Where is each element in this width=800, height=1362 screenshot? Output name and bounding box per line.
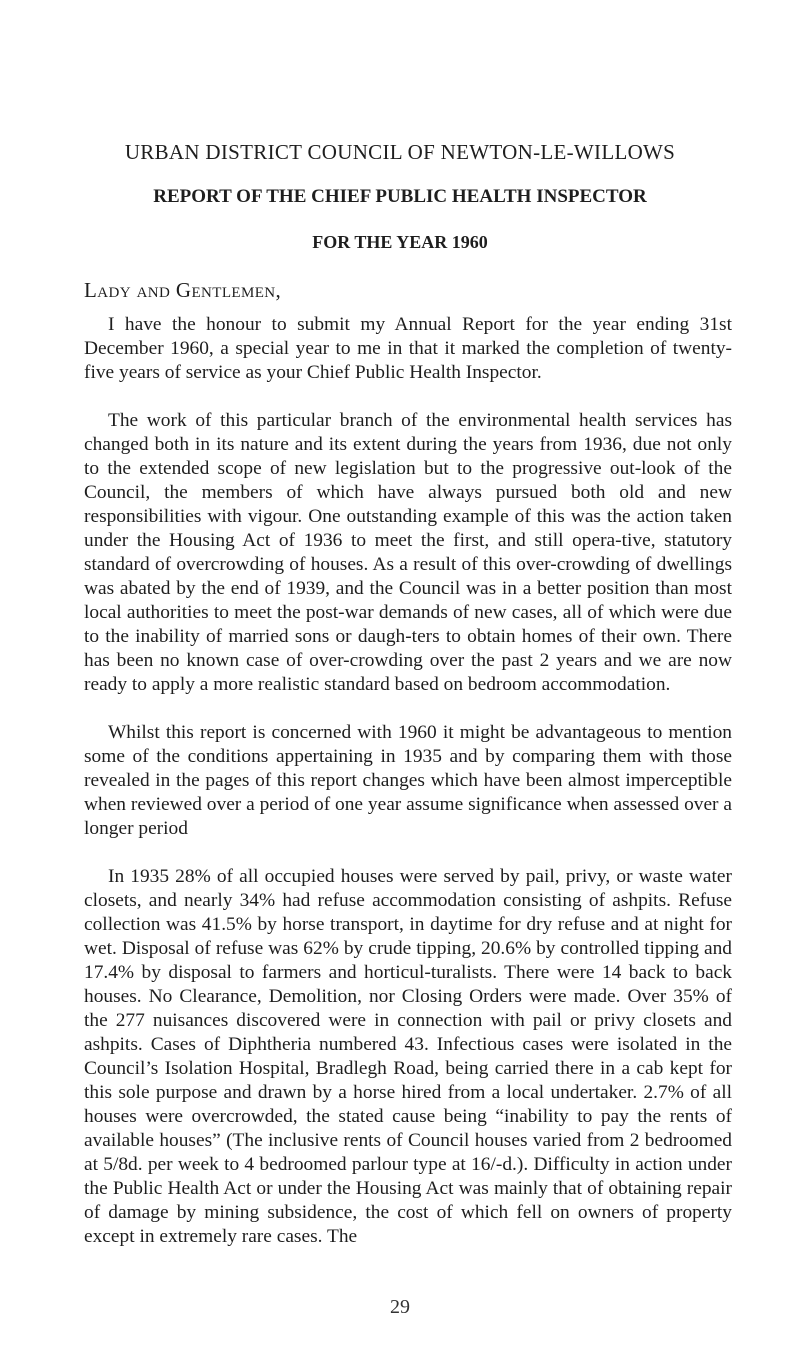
paragraph-environmental-health-work: The work of this particular branch of the environmental health services has changed both in its nature and its extent during the years from 1936, due not only to the extended scope of new legislation but to the progressive out-look of the Council, the members of which have always pursued both old and new responsibilities with vigour. One outstanding example of this was the action taken under the Housing Act of 1936 to meet the first, and still opera-tive, statutory standard of overcrowding of houses. As a result of this over-crowding of dwellings was abated by the end of 1939, and the Council was in a better position than most local authorities to meet the post-war demands of new cases, all of which were due to the inability of married sons or daugh-ters to obtain homes of their own. There has been no known case of over-crowding over the past 2 years and we are now ready to apply a more realistic standard based on bedroom accommodation. [84,410,732,695]
year-title: FOR THE YEAR 1960 [312,232,488,252]
paragraph-introduction: I have the honour to submit my Annual Report for the year ending 31st December 1960, a special year to me in that it marked the completion of twenty-five years of service as your Chief Public Health Inspector. [84,314,732,383]
council-title: URBAN DISTRICT COUNCIL OF NEWTON-LE-WILLOWS [124,140,676,164]
page-number: 29 [390,1296,410,1318]
paragraph-conditions-1935: In 1935 28% of all occupied houses were served by pail, privy, or waste water closets, and nearly 34% had refuse accommodation consisting of ashpits. Refuse collection was 41.5% by horse transport, in daytime for dry refuse and at night for wet. Disposal of refuse was 62% by crude tipping, 20.6% by controlled tipping and 17.4% by disposal to farmers and horticul-turalists. There were 14 back to back houses. No Clearance, Demolition, nor Closing Orders were made. Over 35% of the 277 nuisances discovered were in connection with pail or privy closets and ashpits. Cases of Diphtheria numbered 43. Infectious cases were isolated in the Council’s Isolation Hospital, Bradlegh Road, being carried there in a cab kept for this sole purpose and drawn by a horse hired from a local undertaker. 2.7% of all houses were overcrowded, the stated cause being “inability to pay the rents of available houses” (The inclusive rents of Council houses varied from 2 bedroomed at 5/8d. per week to 4 bedroomed parlour type at 16/-d.). Difficulty in action under the Public Health Act or under the Housing Act was mainly that of obtaining repair of damage by mining subsidence, the cost of which fell on owners of property except in extremely rare cases. The [84,866,732,1247]
salutation: Lady and Gentlemen, [84,278,282,302]
report-title: REPORT OF THE CHIEF PUBLIC HEALTH INSPECTOR [153,186,647,207]
paragraph-comparison-1935: Whilst this report is concerned with 1960 it might be advantageous to mention some of the conditions appertaining in 1935 and by comparing them with those revealed in the pages of this report changes which have been almost imperceptible when reviewed over a period of one year assume significance when assessed over a longer period [84,722,732,839]
